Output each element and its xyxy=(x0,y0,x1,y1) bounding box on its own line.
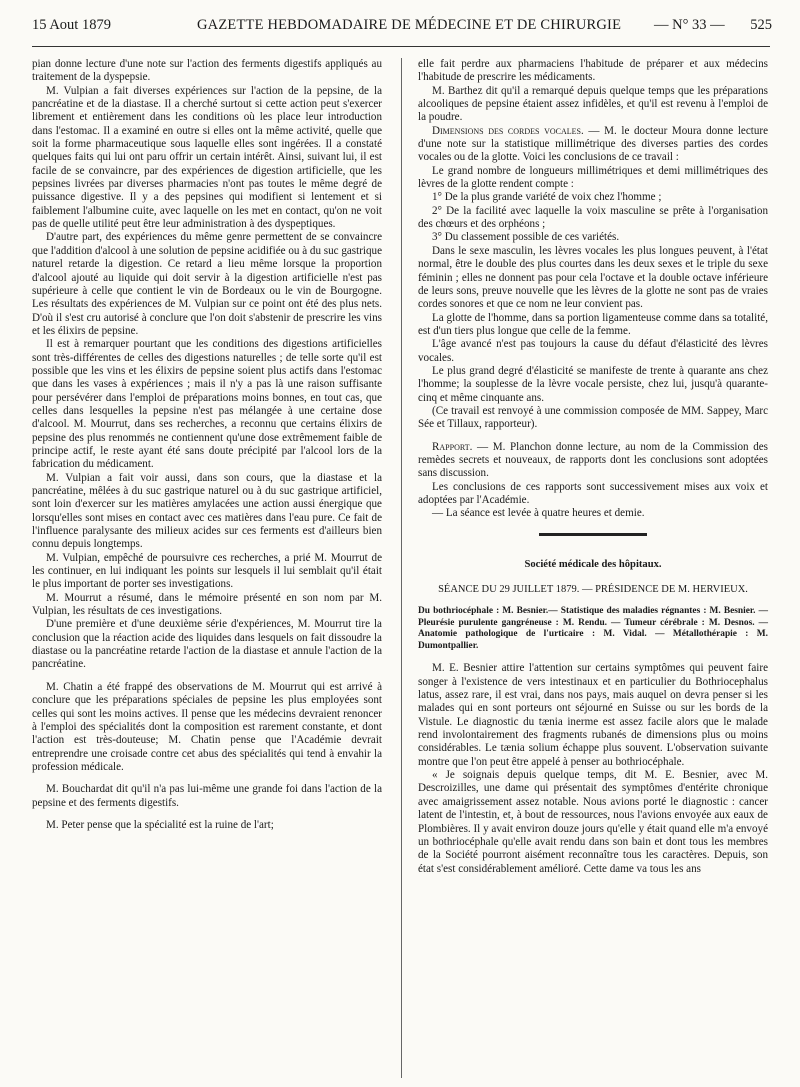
paragraph: La glotte de l'homme, dans sa portion ligamenteuse comme dans sa totalité, est d'un tiers plus longue que celle de la femme. xyxy=(418,311,768,337)
society-title: Société médicale des hôpitaux. xyxy=(524,558,662,570)
paragraph: elle fait perdre aux pharmaciens l'habitude de préparer et aux médecins l'habitude de prescrire les médicaments. xyxy=(418,58,768,84)
paragraph: M. Chatin a été frappé des observations de M. Mourrut qui est arrivé à conclure que les préparations spéciales de pepsine les plus employées sont celles qui sont les moins actives. Il pense que les médecins devraient renoncer à l'emploi des spécialités dont la composition est rarement constante, et dont l'action est très-douteuse; M. Chatin pense que l'Académie devrait entreprendre une croisade contre cet abus des spécialités qui tend à envahir la profession médicale. xyxy=(32,680,382,773)
paragraph: M. Barthez dit qu'il a remarqué depuis quelque temps que les préparations alcooliques de pepsine étaient assez infidèles, et qu'il est revenu à l'emploi de la poudre. xyxy=(418,84,768,124)
paragraph: « Je soignais depuis quelque temps, dit M. E. Besnier, avec M. Descroizilles, une dame qui présentait des symptômes d'entérite chronique avec amaigrissement assez notable. Nous avions porté le diagnostic : cancer latent de l'intestin, et, à bout de ressources, nous l'avions envoyée aux eaux de Plombières. Il y avait environ douze jours qu'elle y était quand elle m'a envoyé un bothriocéphale qu'elle avait rendu dans son bain et dont tous les membres de la Société pourront aisément reconnaître tous les caractères. Depuis, son état s'est considérablement amélioré. Cette dame va tous les ans xyxy=(418,769,768,875)
header-page-number: 525 xyxy=(750,17,772,33)
right-column xyxy=(418,58,768,876)
column-divider xyxy=(401,58,402,1078)
paragraph: Le plus grand degré d'élasticité se manifeste de trente à quarante ans chez l'homme; la souplesse de la lèvre vocale persiste, chez lui, jusqu'à quarante-cinq et même cinquante ans. xyxy=(418,364,768,404)
paragraph: (Ce travail est renvoyé à une commission composée de MM. Sappey, Marc Sée et Tillaux, rapporteur). xyxy=(418,404,768,431)
paragraph: D'une première et d'une deuxième série d'expériences, M. Mourrut tire la conclusion que la réaction acide des liquides dans lesquels on fait dissoudre la diastase ou la pancréatine retarde l'action de la diastase et annule l'action de la pancréatine. xyxy=(32,618,382,671)
paragraph: M. Vulpian a fait diverses expériences sur l'action de la pepsine, de la pancréatine et de la diastase. Il a cherché surtout si cette action peut s'exercer librement et entièrement dans les conditions où les place leur introduction dans l'estomac. Il a examiné en outre si elles ont la même activité, quelle que soit la forme pharmaceutique sous laquelle elles sont ingérées. Il a constaté quelques faits qui lui ont paru offrir un certain intérêt. Ainsi, suivant lui, il est facile de se convaincre, par des expériences de digestion artificielle, que les pepsines livrées par diverses pharmacies n'ont pas toutes le même degré de puissance digestive. Il y a des pepsines qui modifient si lentement et si faiblement l'albumine cuite, avec laquelle on les met en contact, qu'on ne voit pas de quelle utilité peut être leur administration à des dyspeptiques. xyxy=(32,84,382,231)
seance-line: SÉANCE DU 29 JUILLET 1879. — PRÉSIDENCE DE M. HERVIEUX. xyxy=(438,584,748,596)
page-header xyxy=(32,10,772,40)
paragraph: M. Peter pense que la spécialité est la ruine de l'art; xyxy=(46,818,274,831)
paragraph: Dans le sexe masculin, les lèvres vocales les plus longues peuvent, à l'état normal, être le double des plus courtes dans les deux sexes et le triple du sexe féminin ; elles ne donnent pas pour cela l'octave et la double octave inférieure de leurs sons, preuve nouvelle que les lèvres de la glotte ne sont pas de vraies cordes sonores et que ce nom ne leur convient pas. xyxy=(418,244,768,311)
paragraph: 3° Du classement possible de ces variétés. xyxy=(432,231,620,244)
section-heading: Dimensions des cordes vocales. xyxy=(432,124,584,137)
paragraph: M. Vulpian a fait voir aussi, dans son cours, que la diastase et la pancréatine, mêlées à du suc gastrique naturel ou à du suc gastrique artificiel, sont loin d'exercer sur les matières amylacées une action aussi énergique que lorsqu'elles sont mises en contact avec ces matières dans l'eau pure. Ce fait de l'influence paralysante des milieux acides sur ces ferments est d'ailleurs bien connu depuis longtemps. xyxy=(32,471,382,551)
header-rule xyxy=(32,46,770,47)
session-summary: Du bothriocéphale : M. Besnier.— Statistique des maladies régnantes : M. Besnier. — Pleurésie purulente gangréneuse : M. Rendu. — Tumeur cérébrale : M. Desnos. — Anatomie pathologique de l'urticaire : M. Vidal. — Métallothérapie : M. Dumontpallier. xyxy=(418,606,768,651)
paragraph: Il est à remarquer pourtant que les conditions des digestions artificielles sont très-différentes de celles des digestions naturelles ; de telle sorte qu'il est possible que les vins et les élixirs de pepsine soient plus actifs dans l'estomac que dans les vases à expériences ; mais il n'y a pas là une raison suffisante pour persévérer dans l'emploi de préparations moins bonnes, en tout cas, que celles dans lesquelles la pepsine n'est pas mélangée à une certaine dose d'alcool. M. Mourrut, dans ses recherches, a reconnu que certains élixirs de pepsine des plus renommés ne contiennent qu'une dose extrêmement faible de principe actif, le reste ayant été sans doute précipité par l'alcool lors de la fabrication du médicament. xyxy=(32,338,382,471)
section-heading: Rapport. xyxy=(432,440,473,453)
header-title: GAZETTE HEBDOMADAIRE DE MÉDECINE ET DE CHIRURGIE xyxy=(197,17,622,33)
paragraph: Dimensions des cordes vocales. — M. le docteur Moura donne lecture d'une note sur la statistique millimétrique des diverses parties des cordes vocales ou de la glotte. Voici les conclusions de ce travail : xyxy=(418,124,768,164)
section-separator xyxy=(539,533,647,536)
paragraph: Les conclusions de ces rapports sont successivement mises aux voix et adoptées par l'Académie. xyxy=(418,480,768,506)
paragraph: D'autre part, des expériences du même genre permettent de se convaincre que l'addition d'alcool à une solution de pepsine acidifiée ou à du suc gastrique naturel retarde la digestion. Ce retard a lieu même lorsque la proportion d'alcool ajouté au liquide qui doit servir à la digestion artificielle n'est pas supérieure à celle que contient le vin de Bordeaux ou le vin de Bourgogne. Les résultats des expériences de M. Vulpian sur ce point ont été des plus nets. D'où il s'est cru autorisé à conclure que l'on doit s'abstenir de prescrire les vins et les élixirs de pepsine. xyxy=(32,231,382,337)
left-column xyxy=(32,58,382,832)
paragraph: Rapport. — M. Planchon donne lecture, au nom de la Commission des remèdes secrets et nouveaux, de rapports dont les conclusions sont adoptées sans discussion. xyxy=(418,440,768,480)
paragraph: M. Mourrut a résumé, dans le mémoire présenté en son nom par M. Vulpian, les résultats de ces investigations. xyxy=(32,591,382,618)
header-date: 15 Aout 1879 xyxy=(32,17,111,33)
paragraph: M. Vulpian, empêché de poursuivre ces recherches, a prié M. Mourrut de les continuer, en lui indiquant les points sur lesquels il lui semblait qu'il était le plus important de porter ses investigations. xyxy=(32,551,382,591)
header-issue-number: — N° 33 — xyxy=(654,17,725,33)
paragraph: 1° De la plus grande variété de voix chez l'homme ; xyxy=(432,191,662,204)
paragraph: M. Bouchardat dit qu'il n'a pas lui-même une grande foi dans l'action de la pepsine et des ferments digestifs. xyxy=(32,783,382,809)
paragraph: 2° De la facilité avec laquelle la voix masculine se prête à l'organisation des chœurs et des orphéons ; xyxy=(418,204,768,231)
paragraph: M. E. Besnier attire l'attention sur certains symptômes qui peuvent faire songer à l'existence de vers intestinaux et en particulier du Bothriocephalus latus, assez rare, il est vrai, dans nos pays, mais auquel on devra penser si les malades qui en sont porteurs ont séjourné en Suisse ou sur les bords de la Vistule. Le diagnostic du tænia inerme est assez facile alors que le malade rend involontairement des fragments rubanés de dimensions plus ou moins considérables. Le tænia solium échappe plus souvent. L'observation suivante montre que l'on peut être appelé à penser au bothriocéphale. xyxy=(418,662,768,768)
paragraph: pian donne lecture d'une note sur l'action des ferments digestifs appliqués au traitement de la dyspepsie. xyxy=(32,58,382,84)
paragraph: L'âge avancé n'est pas toujours la cause du défaut d'élasticité des lèvres vocales. xyxy=(418,338,768,364)
paragraph: — La séance est levée à quatre heures et demie. xyxy=(432,507,645,520)
paragraph: Le grand nombre de longueurs millimétriques et demi millimétriques des lèvres de la glotte rendent compte : xyxy=(418,164,768,191)
